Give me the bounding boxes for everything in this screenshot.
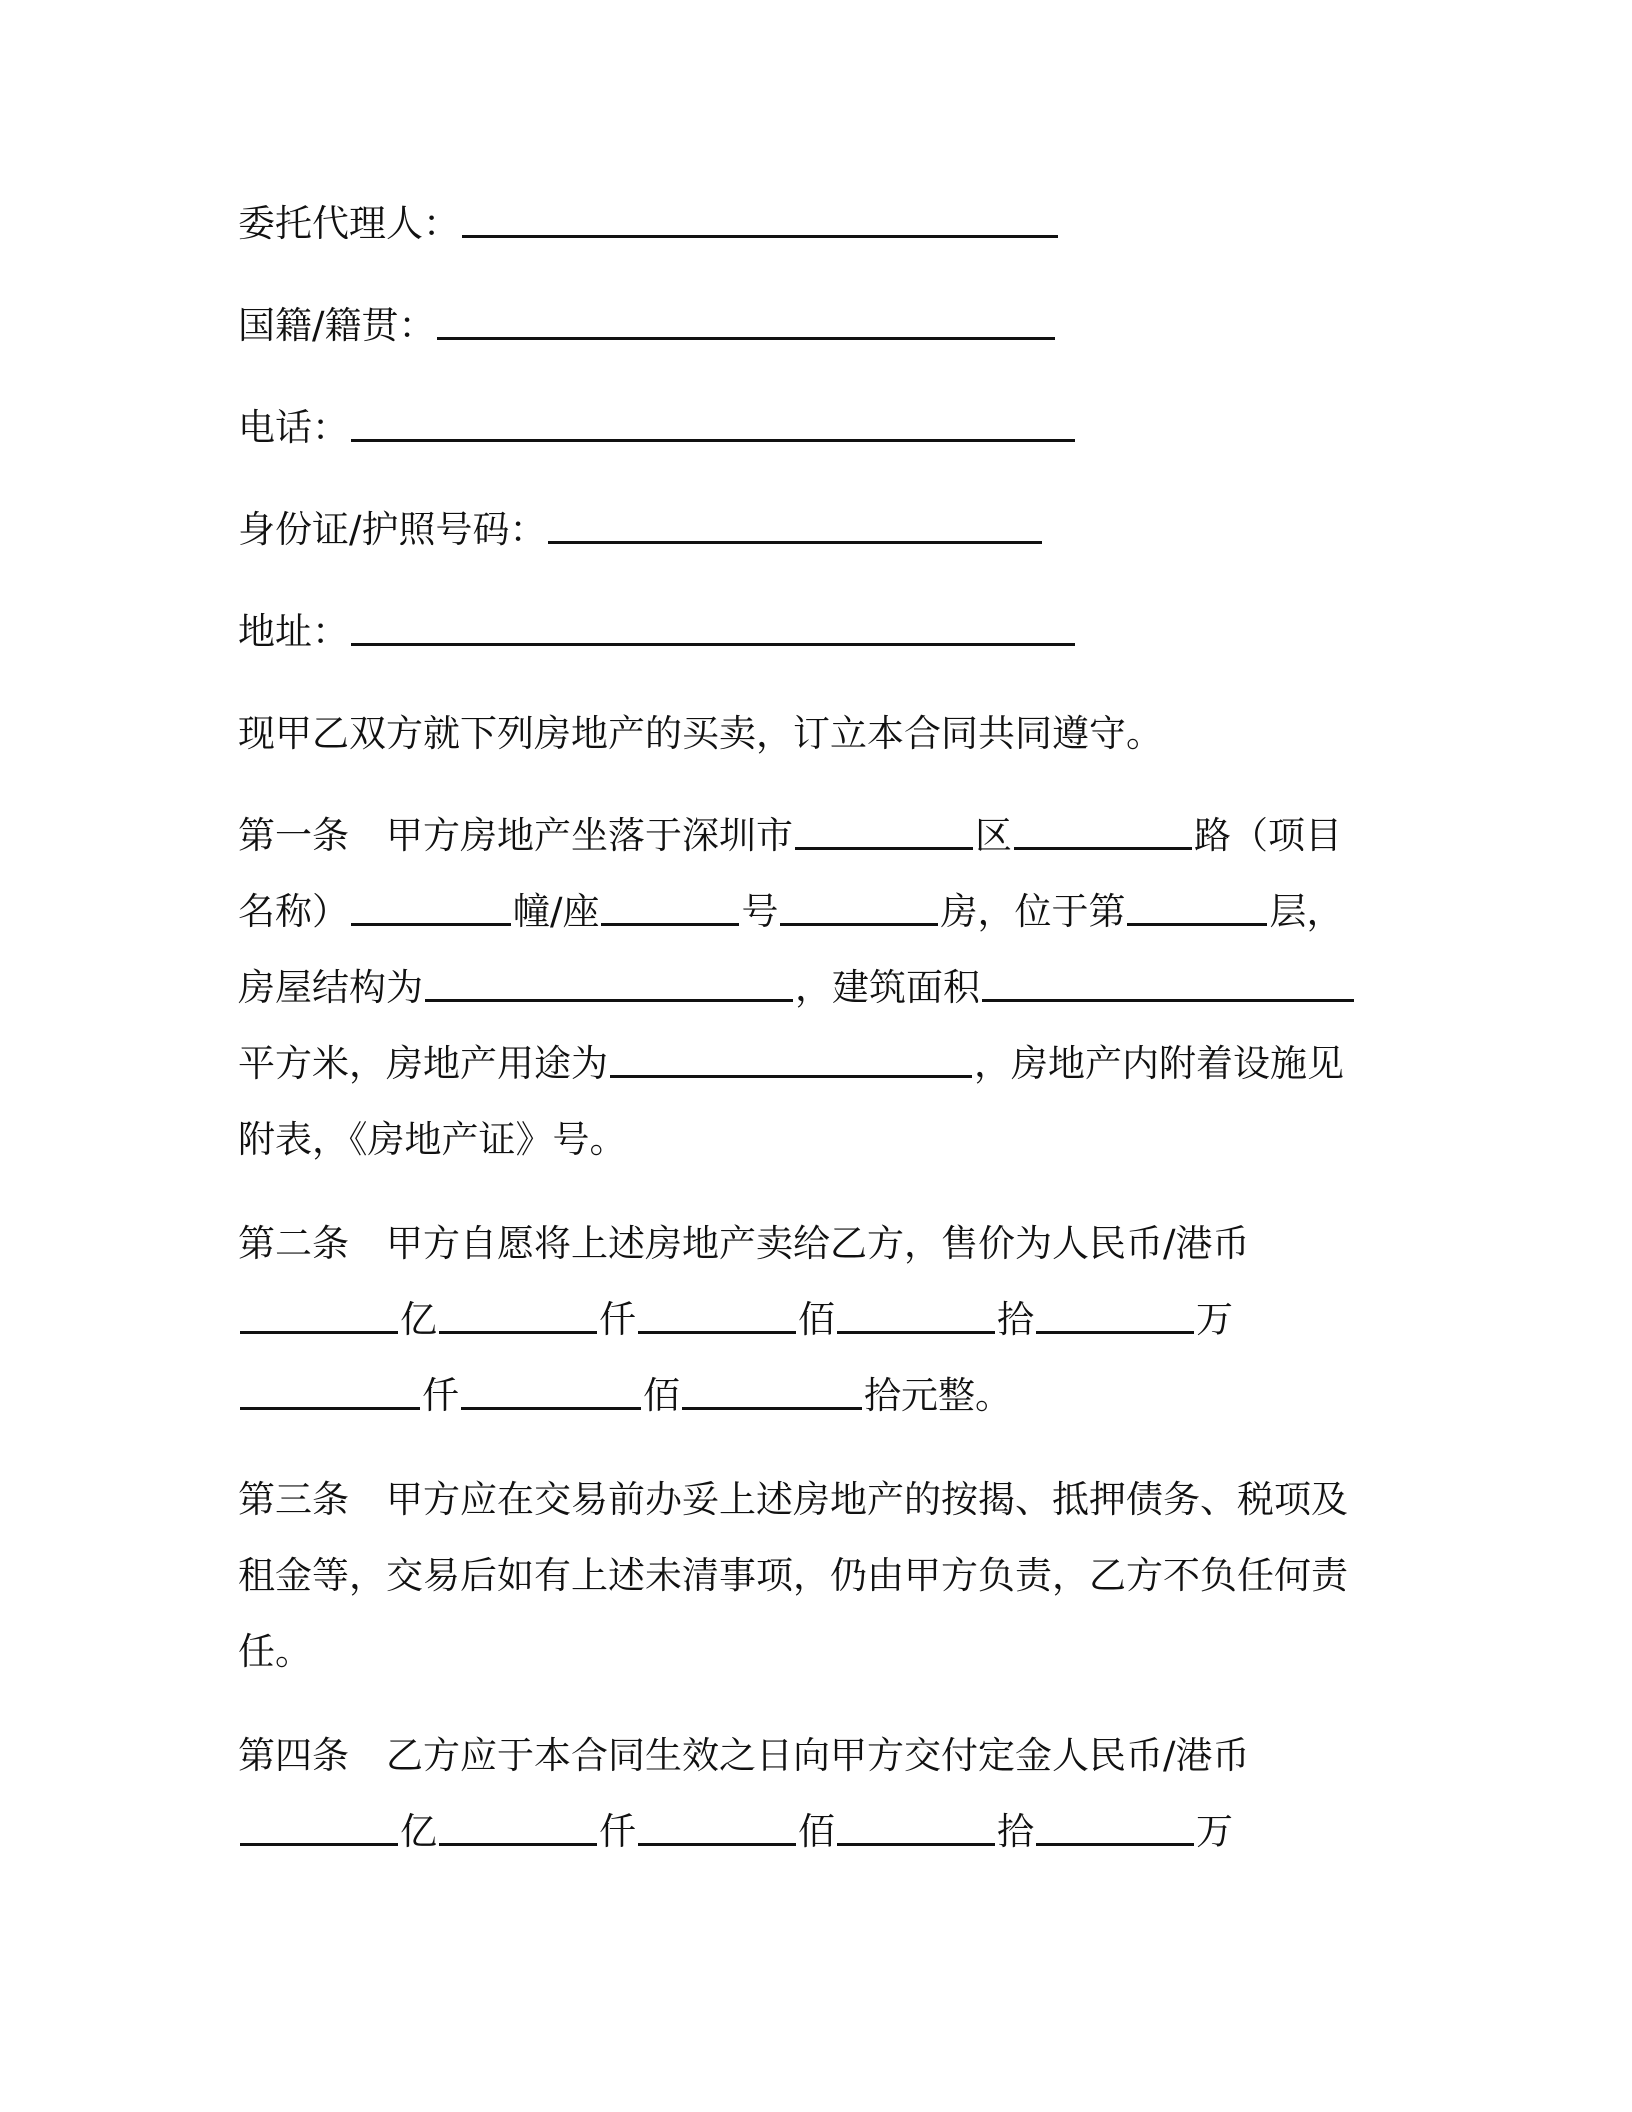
agent-field (238, 200, 1060, 248)
deposit-yi-blank (240, 1843, 398, 1846)
unit-label: 亿 (400, 1810, 437, 1853)
price-shi-blank (837, 1331, 995, 1334)
structure-blank (425, 999, 793, 1002)
unit-label: 佰 (798, 1298, 835, 1341)
article1-line5: 附表，《房地产证》号。 (238, 1118, 627, 1161)
unit-label: 万 (1196, 1810, 1233, 1853)
usage-blank (610, 1075, 972, 1078)
article4-line2 (238, 1808, 1233, 1856)
unit-label: 拾 (997, 1298, 1034, 1341)
area-blank (982, 999, 1354, 1002)
district-blank (795, 847, 973, 850)
agent-blank (462, 235, 1058, 238)
unit-label: 拾 (997, 1810, 1034, 1853)
building-blank (601, 923, 739, 926)
price-bai2-blank (461, 1407, 641, 1410)
number-blank (780, 923, 938, 926)
nationality-label: 国籍/籍贯： (238, 304, 436, 347)
price-wan-blank (1036, 1331, 1194, 1334)
article1-line4 (238, 1040, 1344, 1088)
article4-line1: 第四条 乙方应于本合同生效之日向甲方交付定金人民币/港币 (238, 1734, 1250, 1777)
unit-label: 仟 (599, 1810, 636, 1853)
unit-label: 佰 (643, 1374, 680, 1417)
article1-text: 房屋结构为 (238, 966, 423, 1009)
id-blank (548, 541, 1042, 544)
deposit-bai-blank (638, 1843, 796, 1846)
address-field (238, 608, 1077, 656)
intro-paragraph: 现甲乙双方就下列房地产的买卖，订立本合同共同遵守。 (238, 712, 1163, 755)
phone-blank (351, 439, 1075, 442)
agent-label: 委托代理人： (238, 202, 460, 245)
article1-text: 房，位于第 (940, 890, 1126, 933)
nationality-blank (437, 337, 1055, 340)
article3-line3: 任。 (238, 1630, 312, 1673)
price-yi-blank (240, 1331, 398, 1334)
article1-text: 第一条 甲方房地产坐落于深圳市 (238, 814, 793, 857)
price-bai-blank (638, 1331, 796, 1334)
article3-line1: 第三条 甲方应在交易前办妥上述房地产的按揭、抵押债务、税项及 (238, 1478, 1348, 1521)
address-blank (351, 643, 1075, 646)
price-qian2-blank (240, 1407, 420, 1410)
unit-label: 拾元整。 (864, 1374, 1012, 1417)
nationality-field (238, 302, 1057, 350)
address-label: 地址： (238, 610, 349, 653)
article1-text: 名称） (238, 890, 349, 933)
deposit-shi-blank (837, 1843, 995, 1846)
article2-line3 (238, 1372, 1012, 1420)
id-label: 身份证/护照号码： (238, 508, 547, 551)
price-qian-blank (439, 1331, 597, 1334)
article1-text: 号 (741, 890, 779, 933)
unit-label: 仟 (422, 1374, 459, 1417)
article1-line1 (238, 812, 1342, 860)
article2-line1: 第二条 甲方自愿将上述房地产卖给乙方，售价为人民币/港币 (238, 1222, 1250, 1265)
article1-text: 平方米，房地产用途为 (238, 1042, 608, 1085)
article1-text: ，房地产内附着设施见 (974, 1042, 1344, 1085)
article1-text: 路（项目 (1194, 814, 1342, 857)
article1-text: 幢/座 (513, 890, 600, 933)
id-field (238, 506, 1044, 554)
article1-text: 层， (1269, 890, 1344, 933)
article1-text: 区 (975, 814, 1012, 857)
unit-label: 万 (1196, 1298, 1233, 1341)
unit-label: 亿 (400, 1298, 437, 1341)
deposit-wan-blank (1036, 1843, 1194, 1846)
deposit-qian-blank (439, 1843, 597, 1846)
article1-text: ，建筑面积 (795, 966, 980, 1009)
phone-label: 电话： (238, 406, 349, 449)
road-blank (1014, 847, 1192, 850)
article1-line3 (238, 964, 1356, 1012)
article2-line2 (238, 1296, 1233, 1344)
article1-line2 (238, 888, 1343, 936)
article3-line2: 租金等，交易后如有上述未清事项，仍由甲方负责，乙方不负任何责 (238, 1554, 1348, 1597)
floor-blank (1127, 923, 1267, 926)
project-name-blank (351, 923, 511, 926)
phone-field (238, 404, 1077, 452)
unit-label: 佰 (798, 1810, 835, 1853)
price-shi2-blank (682, 1407, 862, 1410)
unit-label: 仟 (599, 1298, 636, 1341)
